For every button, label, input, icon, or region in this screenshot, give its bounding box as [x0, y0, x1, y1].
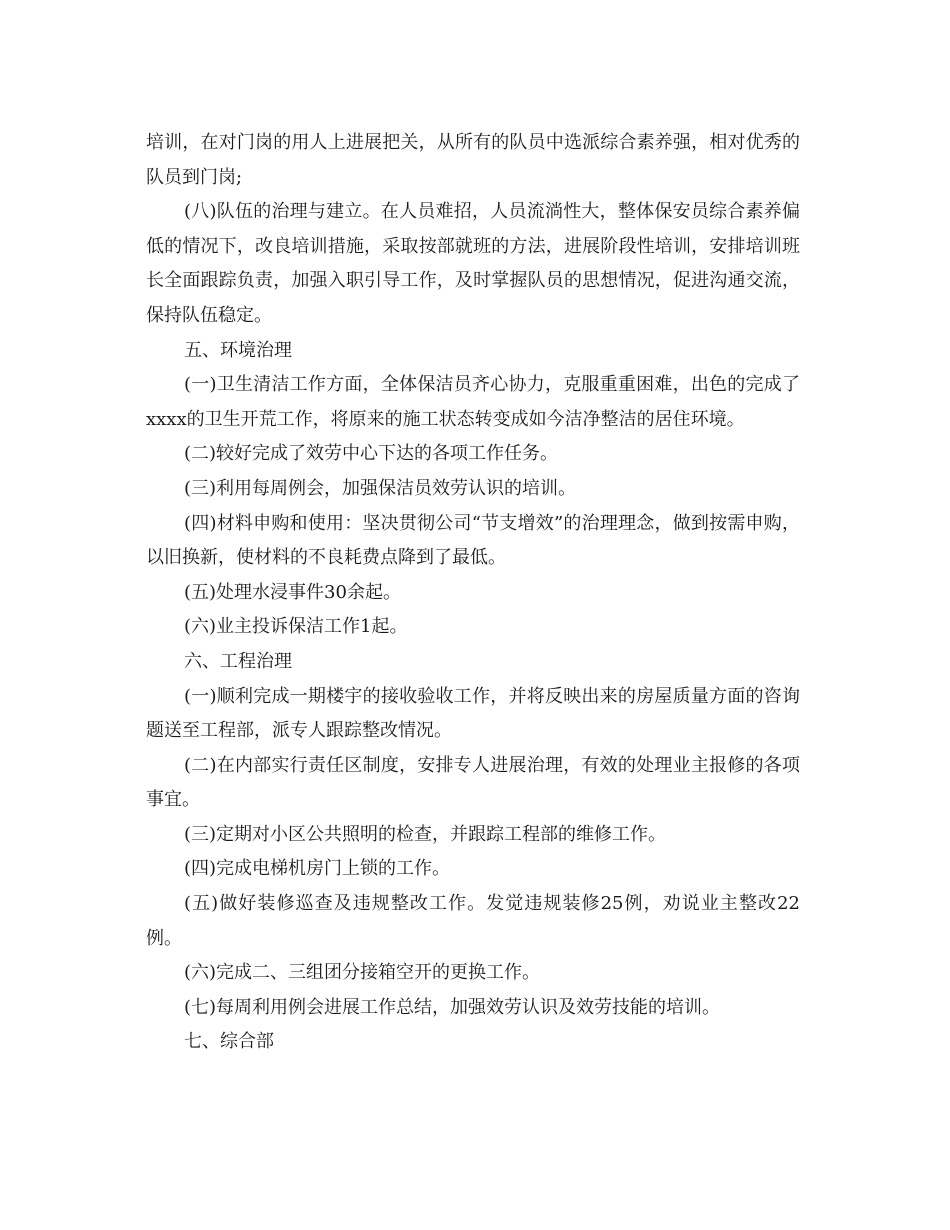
paragraph-team-management: (八)队伍的治理与建立。在人员难招，人员流淌性大，整体保安员综合素养偏低的情况下，改良培训措施，采取按部就班的方法，进展阶段性培训，安排培训班长全面跟踪负责，加强入职引导工作，及时掌握队员的思想情况，促进沟通交流，保持队伍稳定。	[146, 201, 800, 326]
paragraph-env-item-1: (一)卫生清洁工作方面，全体保洁员齐心协力，克服重重困难，出色的完成了xxxx的卫生开荒工作，将原来的施工状态转变成如今洁净整洁的居住环境。	[146, 374, 800, 430]
paragraph-eng-item-6: (六)完成二、三组团分接箱空开的更换工作。	[184, 962, 541, 984]
paragraph-eng-item-7: (七)每周利用例会进展工作总结，加强效劳认识及效劳技能的培训。	[184, 996, 721, 1018]
paragraph-eng-item-2: (二)在内部实行责任区制度，安排专人进展治理，有效的处理业主报修的各项事宜。	[146, 754, 800, 811]
section-heading-environment: 五、环境治理	[184, 339, 292, 361]
paragraph-eng-item-5: (五)做好装修巡查及违规整改工作。发觉违规装修25例，劝说业主整改22例。	[146, 893, 800, 949]
paragraph-env-item-5: (五)处理水浸事件30余起。	[184, 581, 401, 603]
paragraph-eng-item-1: (一)顺利完成一期楼宇的接收验收工作，并将反映出来的房屋质量方面的咨询题送至工程部，派专人跟踪整改情况。	[146, 685, 800, 742]
paragraph-eng-item-4: (四)完成电梯机房门上锁的工作。	[184, 858, 451, 880]
document-body	[146, 126, 800, 1060]
paragraph-env-item-3: (三)利用每周例会，加强保洁员效劳认识的培训。	[184, 477, 577, 499]
paragraph-env-item-4: (四)材料申购和使用：坚决贯彻公司“节支增效”的治理理念，做到按需申购，以旧换新，使材料的不良耗费点降到了最低。	[146, 512, 800, 569]
section-heading-general: 七、综合部	[184, 1031, 274, 1053]
section-heading-engineering: 六、工程治理	[184, 650, 292, 672]
paragraph-eng-item-3: (三)定期对小区公共照明的检查，并跟踪工程部的维修工作。	[184, 823, 667, 845]
paragraph-env-item-6: (六)业主投诉保洁工作1起。	[184, 616, 408, 638]
paragraph-continuation-training: 培训，在对门岗的用人上进展把关，从所有的队员中选派综合素养强，相对优秀的队员到门岗;	[146, 132, 800, 188]
paragraph-env-item-2: (二)较好完成了效劳中心下达的各项工作任务。	[184, 443, 559, 465]
